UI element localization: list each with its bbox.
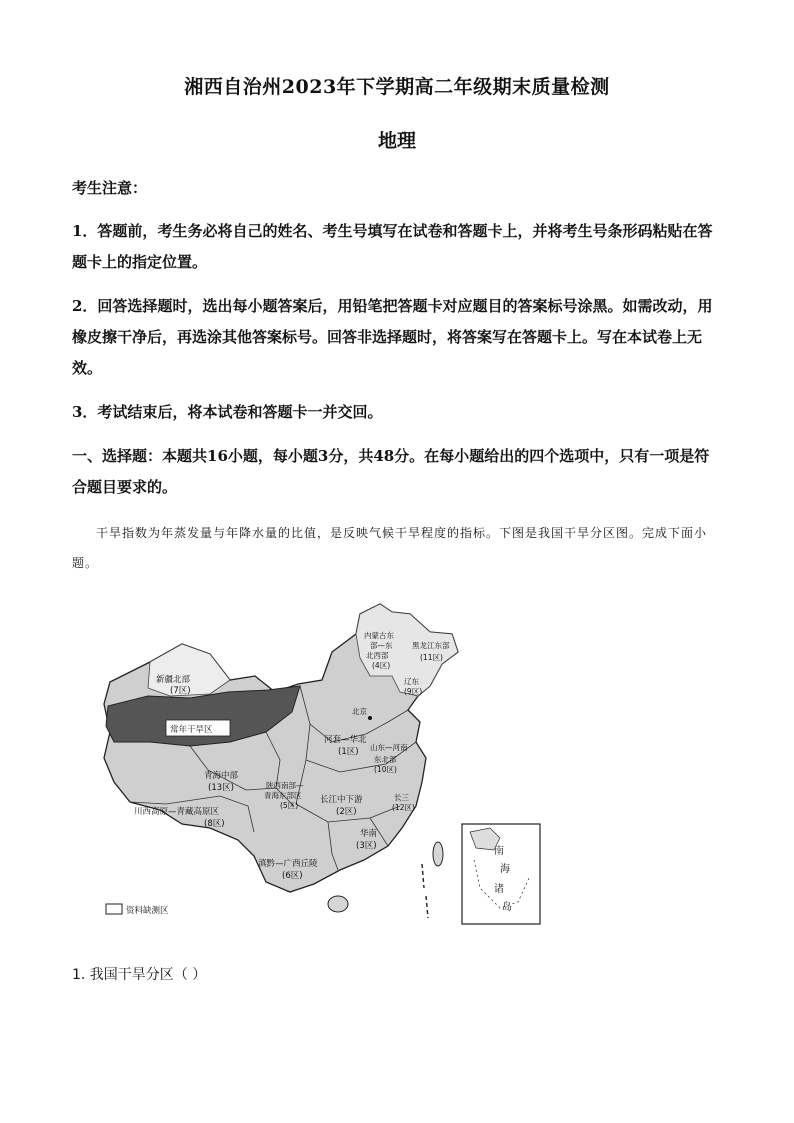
china-map-figure [70,592,550,932]
label-huanan-2: (3区) [356,841,377,851]
legend-swatch [106,904,122,914]
label-sea-4: 岛 [502,902,512,913]
question-1: 1. 我国干旱分区（ ） [72,967,207,983]
label-heilong-1: 黑龙江东部 [412,641,450,650]
label-chuanxi-1: 川西高原—青藏高原区 [134,807,220,817]
beijing-marker [368,716,372,720]
label-sea-1: 南 [494,846,504,857]
label-changjiang-2: (2区) [336,807,357,817]
label-changjiang-1: 长江中下游 [320,795,363,805]
label-neimeng-1: 内蒙古东 [364,631,394,640]
label-shandong-1: 山东—河南 [370,743,408,752]
sea-boundary-line [422,864,428,918]
label-huanan-1: 华南 [360,829,378,839]
label-liaodong-1: 辽东 [404,677,419,686]
label-beijing: 北京 [352,707,367,716]
notice-item-2: 2．回答选择题时，选出每小题答案后，用铅笔把答题卡对应题目的答案标号涂黑。如需改动，用橡皮擦干净后，再选涂其他答案标号。回答非选择题时，将答案写在答题卡上。写在本试卷上无效。 [72,297,713,377]
label-neimeng-4: (4区) [372,661,391,670]
label-qinghai-2: (13区) [208,783,234,793]
label-heilong-2: (11区) [420,653,443,662]
hainan-island [328,896,348,912]
label-shandong-2: 东北部 [374,755,397,764]
label-hetao-2: (1区) [338,747,359,757]
label-perennial: 常年干旱区 [170,725,213,735]
label-shandong-3: (10区) [374,765,397,774]
label-chuanxi-2: (8区) [204,819,225,829]
label-neimeng-2: 部—东 [370,641,393,650]
label-sea-2: 海 [500,864,510,875]
label-changsan-1: 长三 [394,793,409,802]
label-shaanxi-2: 青海东部区 [264,791,302,800]
notice-heading: 考生注意： [72,179,148,197]
label-xinjiang-2: (7区) [170,686,191,696]
section-intro: 干旱指数为年蒸发量与年降水量的比值，是反映气候干旱程度的指标。下图是我国干旱分区图。完成下面小题。 [72,526,708,570]
notice-item-1: 1．答题前，考生务必将自己的姓名、考生号填写在试卷和答题卡上，并将考生号条形码粘贴在答题卡上的指定位置。 [72,222,713,271]
exam-title: 湘西自治州2023年下学期高二年级期末质量检测 [184,76,610,98]
taiwan-island [433,842,443,866]
label-hetao-1: 河套—华北 [324,735,367,745]
label-dianqian-2: (6区) [282,871,303,881]
section-heading: 一、选择题：本题共16小题，每小题3分，共48分。在每小题给出的四个选项中，只有一项是符合题目要求的。 [72,447,710,496]
label-dianqian-1: 滇黔—广西丘陵 [258,859,318,869]
label-shaanxi-3: (5区) [280,801,299,810]
label-sea-3: 诸 [494,884,504,895]
label-changsan-2: (12区) [392,803,415,812]
legend-label: 资料缺测区 [126,906,169,916]
drought-zone-map [70,592,550,932]
label-shaanxi-1: 陕西南部— [266,781,304,790]
label-qinghai-1: 青海中部 [204,771,239,781]
label-neimeng-3: 北西部 [366,651,389,660]
label-liaodong-2: (9区) [404,687,423,696]
label-xinjiang-1: 新疆北部 [156,675,191,685]
notice-item-3: 3．考试结束后，将本试卷和答题卡一并交回。 [72,403,383,421]
subject-title: 地理 [377,130,416,152]
